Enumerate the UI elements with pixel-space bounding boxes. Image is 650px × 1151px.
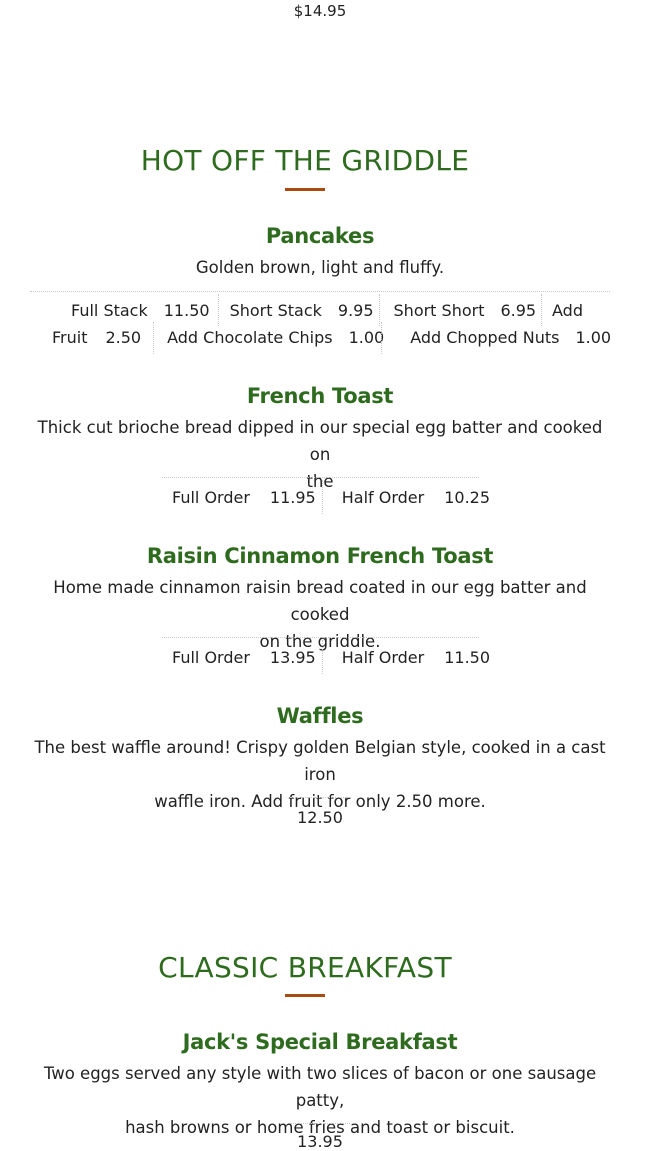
pancakes-options-row-2 bbox=[52, 328, 621, 347]
separator-french-toast bbox=[162, 477, 479, 478]
previous-item-price: $14.95 bbox=[293, 2, 347, 20]
option-price: 11.95 bbox=[269, 488, 316, 507]
option-divider bbox=[381, 322, 382, 354]
description-line: Two eggs served any style with two slices of bacon or one sausage patty, bbox=[43, 1064, 597, 1110]
raisin-toast-options bbox=[162, 648, 500, 667]
option-divider bbox=[541, 294, 542, 326]
option-price: 11.50 bbox=[444, 648, 491, 667]
item-title-waffles: Waffles bbox=[276, 704, 364, 728]
french-toast-options bbox=[162, 488, 500, 507]
jacks-special-price: 13.95 bbox=[297, 1132, 343, 1151]
option-divider bbox=[218, 294, 219, 326]
option-label: Full Stack bbox=[71, 301, 148, 320]
option-label: Short Stack bbox=[229, 301, 322, 320]
option-label: Add Chopped Nuts bbox=[410, 328, 560, 347]
option-price: 1.00 bbox=[575, 328, 612, 347]
option-add-chopped-nuts bbox=[400, 328, 621, 347]
description-line: waffle iron. Add fruit for only 2.50 more. bbox=[154, 792, 486, 811]
separator-jacks-special bbox=[290, 1123, 350, 1124]
item-description-french-toast bbox=[30, 414, 610, 495]
option-add-fruit-label: Fruit bbox=[52, 328, 88, 347]
item-description-raisin-cinnamon-french-toast bbox=[30, 574, 610, 655]
option-add-fruit-part1: Add bbox=[552, 301, 583, 320]
option-add-chocolate-chips bbox=[157, 328, 394, 347]
option-divider bbox=[322, 480, 323, 514]
section-title-classic-breakfast: CLASSIC BREAKFAST bbox=[158, 951, 452, 984]
description-line: hash browns or home fries and toast or biscuit. bbox=[125, 1118, 515, 1137]
description-line: on the griddle. bbox=[259, 632, 381, 651]
description-line: The best waffle around! Crispy golden Belgian style, cooked in a cast iron bbox=[34, 738, 606, 784]
option-price: 13.95 bbox=[269, 648, 316, 667]
item-title-raisin-cinnamon-french-toast: Raisin Cinnamon French Toast bbox=[146, 544, 494, 568]
pancakes-options-row-1 bbox=[61, 301, 546, 320]
separator-pancakes bbox=[30, 291, 610, 292]
section-rule-classic bbox=[285, 994, 325, 997]
option-full-order bbox=[162, 488, 326, 507]
option-short-stack bbox=[220, 301, 384, 320]
separator-waffles bbox=[290, 797, 350, 798]
option-half-order bbox=[332, 488, 500, 507]
description-line: Thick cut brioche bread dipped in our special egg batter and cooked on bbox=[37, 418, 603, 464]
option-label: Full Order bbox=[172, 648, 250, 667]
item-title-french-toast: French Toast bbox=[246, 384, 394, 408]
waffles-price: 12.50 bbox=[297, 808, 343, 827]
item-title-pancakes: Pancakes bbox=[265, 224, 375, 248]
option-full-stack bbox=[61, 301, 220, 320]
option-label: Half Order bbox=[341, 488, 425, 507]
option-price: 10.25 bbox=[444, 488, 491, 507]
option-price: 6.95 bbox=[500, 301, 537, 320]
option-label: Short Short bbox=[393, 301, 485, 320]
option-divider bbox=[153, 322, 154, 354]
section-rule-griddle bbox=[285, 188, 325, 191]
option-half-order bbox=[332, 648, 500, 667]
option-label: Half Order bbox=[341, 648, 425, 667]
item-description-waffles bbox=[20, 734, 620, 815]
item-title-jacks-special-breakfast: Jack's Special Breakfast bbox=[182, 1030, 458, 1054]
description-line: the bbox=[306, 472, 334, 491]
option-price: 2.50 bbox=[105, 328, 142, 347]
description-line: Home made cinnamon raisin bread coated in our egg batter and cooked bbox=[53, 578, 587, 624]
option-label: Full Order bbox=[172, 488, 250, 507]
option-price: 11.50 bbox=[163, 301, 210, 320]
section-title-griddle: HOT OFF THE GRIDDLE bbox=[140, 144, 470, 177]
item-description-jacks-special-breakfast bbox=[20, 1060, 620, 1141]
option-divider bbox=[379, 294, 380, 326]
option-short-short bbox=[384, 301, 547, 320]
option-price: 9.95 bbox=[337, 301, 374, 320]
option-full-order bbox=[162, 648, 326, 667]
option-divider bbox=[322, 640, 323, 674]
option-price: 1.00 bbox=[348, 328, 385, 347]
separator-raisin-toast bbox=[162, 637, 479, 638]
item-description-pancakes: Golden brown, light and fluffy. bbox=[195, 258, 445, 277]
option-label: Add Chocolate Chips bbox=[167, 328, 333, 347]
